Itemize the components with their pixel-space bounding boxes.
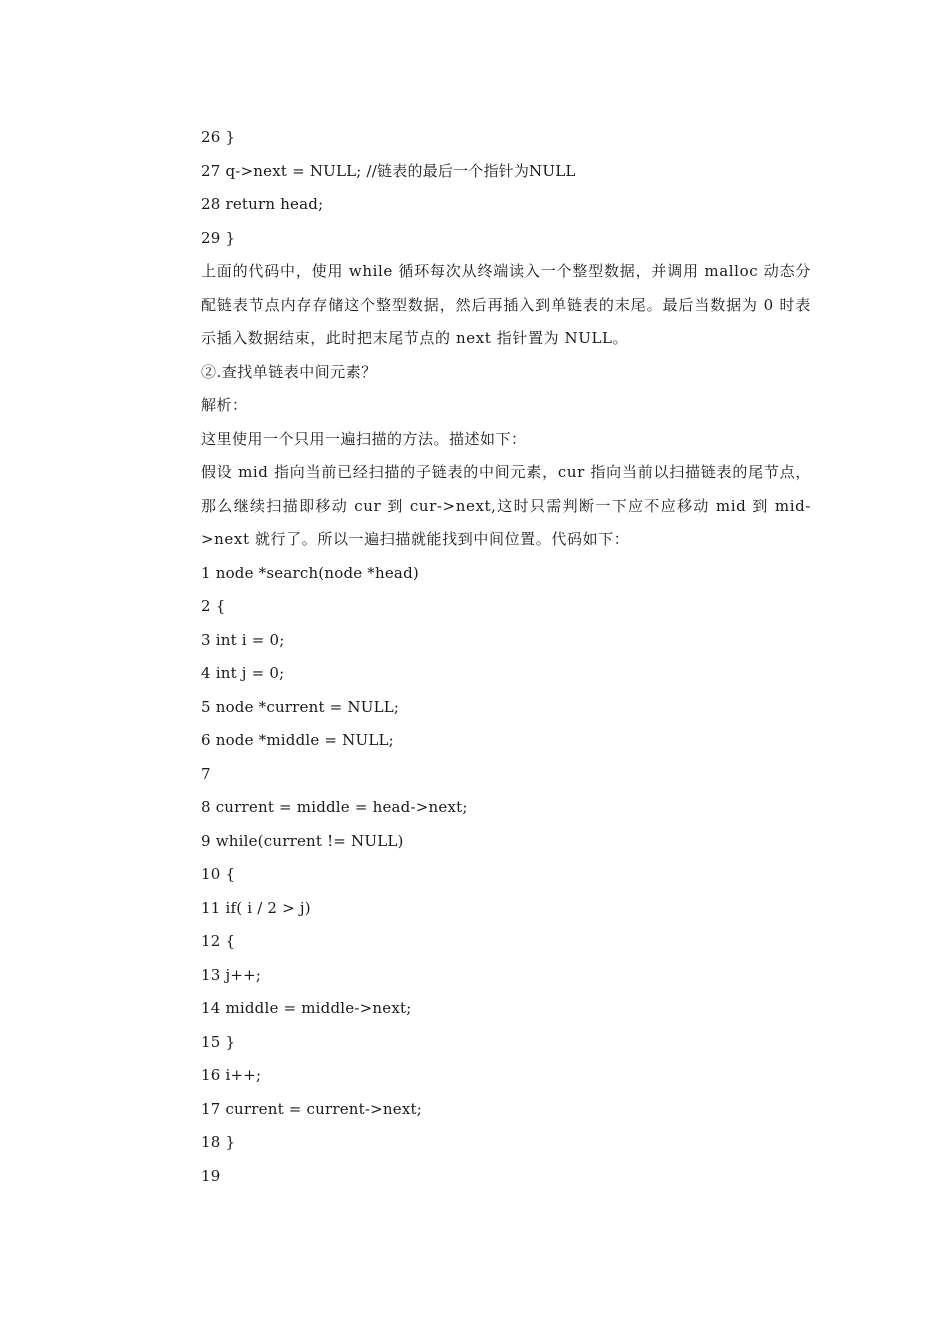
- method-paragraph: 假设 mid 指向当前已经扫描的子链表的中间元素，cur 指向当前以扫描链表的尾节点，那么继续扫描即移动 cur 到 cur->next,这时只需判断一下应不应移动 mid 到 mid->next 就行了。所以一遍扫描就能找到中间位置。代码如下：: [201, 463, 811, 548]
- code-line: 11 if( i / 2 > j): [201, 898, 311, 917]
- question-heading: ②.查找单链表中间元素？: [201, 362, 377, 381]
- code-line: 7: [201, 764, 211, 783]
- code-block-continued: [201, 121, 811, 255]
- code-line: 9 while(current != NULL): [201, 831, 404, 850]
- code-line: 4 int j = 0;: [201, 664, 285, 682]
- code-line: 26 }: [201, 128, 236, 146]
- code-line: 17 current = current->next;: [201, 1099, 423, 1118]
- code-line: 10 {: [201, 865, 236, 883]
- code-line: 6 node *middle = NULL;: [201, 731, 394, 749]
- code-line: 16 i++;: [201, 1066, 262, 1084]
- code-line: 14 middle = middle->next;: [201, 999, 412, 1017]
- code-line: 5 node *current = NULL;: [201, 697, 400, 716]
- code-line: 18 }: [201, 1133, 236, 1151]
- code-line: 29 }: [201, 228, 236, 247]
- document-content: [201, 121, 811, 1193]
- code-line: 15 }: [201, 1032, 236, 1051]
- code-line: 19: [201, 1166, 221, 1185]
- analysis-label: 解析：: [201, 396, 248, 414]
- code-block-search: [201, 557, 811, 1194]
- code-line: 3 int i = 0;: [201, 630, 285, 649]
- code-line: 13 j++;: [201, 965, 262, 984]
- code-line: 1 node *search(node *head): [201, 563, 419, 582]
- code-line: 8 current = middle = head->next;: [201, 798, 468, 816]
- code-line: 27 q->next = NULL; //链表的最后一个指针为NULL: [201, 161, 576, 180]
- code-line: 2 {: [201, 597, 226, 615]
- explanation-paragraph: 上面的代码中，使用 while 循环每次从终端读入一个整型数据，并调用 malloc 动态分配链表节点内存存储这个整型数据，然后再插入到单链表的末尾。最后当数据为 0 时表示插入数据结束，此时把末尾节点的 next 指针置为 NULL。: [201, 262, 811, 347]
- code-line: 28 return head;: [201, 195, 324, 213]
- analysis-intro: 这里使用一个只用一遍扫描的方法。描述如下：: [201, 429, 527, 448]
- code-line: 12 {: [201, 932, 236, 950]
